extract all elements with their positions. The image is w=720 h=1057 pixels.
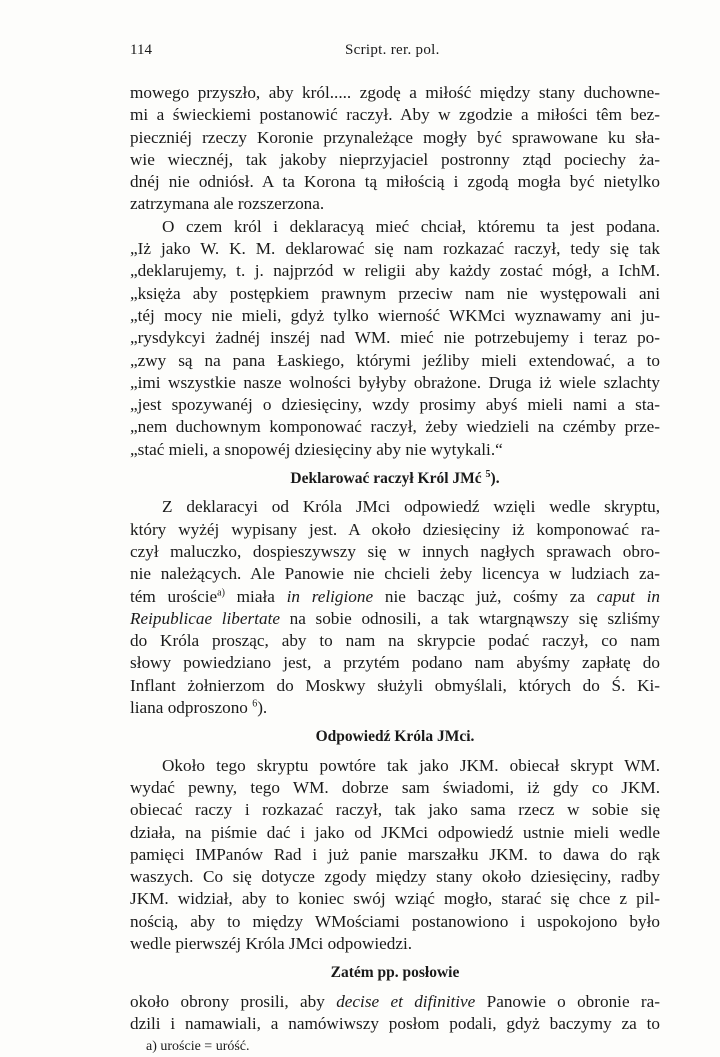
text-line: Z deklaracyi od Króla JMci odpowiedź wzięli wedle skryptu, bbox=[162, 497, 660, 517]
paragraph-block-4 bbox=[130, 755, 660, 956]
text-line: pamięci IMPanów Rad i już panie marszałku JKM. to dawa do rąk bbox=[130, 844, 660, 864]
paragraph-block-3 bbox=[130, 630, 660, 697]
text-line: tém uroście$^{a)}$ miała in religione nie bacząc już, cośmy za caput in bbox=[130, 586, 660, 606]
text-line: słowy powiedziano jest, a przytém podano nam abyśmy zapłatę do bbox=[130, 653, 660, 673]
text-line: zatrzymana ale rozszerzona. bbox=[130, 194, 325, 214]
text-line: „zwy są na pana Łaskiego, którymi jeźliby mieli extendować, a to bbox=[130, 350, 660, 370]
text-line: obiecać raczy i rozkazać raczył, tak jako sama rzecz w sobie się bbox=[130, 800, 660, 820]
paragraph-block-2 bbox=[130, 496, 660, 585]
text-line: wydać pewny, tego WM. dobrze sam świadomi, iż gdy co JKM. bbox=[130, 777, 660, 797]
text-line: mowego przyszło, aby król..... zgodę a miłość między stany duchowne- bbox=[130, 83, 660, 102]
text-line: JKM. widział, aby to koniec swój wziąć mogło, starać się chce z pil- bbox=[130, 889, 660, 909]
text-line: „Iż jako W. K. M. deklarować się nam rozkazać raczył, tedy się tak bbox=[130, 239, 660, 259]
text-line: „téj mocy nie mieli, gdyż tylko wierność WKMci wyznawamy ani ju- bbox=[130, 305, 660, 325]
text-line: „rysdykcyi żadnéj inszéj nad WM. mieć nie potrzebujemy i teraz po- bbox=[130, 328, 660, 348]
text-line: nie należących. Ale Panowie nie chcieli żeby licencya w ludziach za- bbox=[130, 564, 660, 584]
text-line: wie wiecznéj, tak jakoby nieprzyjaciel postronny ztąd pociechy ża- bbox=[130, 149, 660, 169]
section-heading-3: Zatém pp. posłowie bbox=[330, 964, 460, 982]
section-heading-1: Deklarować raczył Król JMć $^5$). bbox=[290, 468, 500, 488]
text-line: działa, na piśmie dać i jako od JKMci odpowiedź ustnie mieli wedle bbox=[130, 822, 660, 842]
page-number: 114 bbox=[130, 42, 152, 58]
text-line: „imi wszystkie nasze wolności byłyby obrażone. Druga iż wiele szlachty bbox=[130, 372, 660, 392]
text-line: Reipublicae libertate na sobie odnosili, a tak wtargnąwszy się szliśmy bbox=[130, 608, 661, 628]
text-line: do Króla prosząc, aby to nam na skrypcie podać raczył, co nam bbox=[130, 631, 660, 651]
page-header bbox=[130, 42, 660, 64]
text-line: „deklarujemy, t. j. najprzód w religii aby każdy zostać mógł, a IchM. bbox=[130, 261, 660, 281]
footnote: a) uroście = uróść. bbox=[146, 1039, 250, 1055]
text-line: dzili i namawiali, a namówiwszy posłom podali, gdyż baczymy za to bbox=[130, 1013, 660, 1033]
text-line: wedle pierwszéj Króla JMci odpowiedzi. bbox=[130, 933, 413, 953]
text-line: pieczniéj rzeczy Koronie przynależące mogły być sprawowane ku sła- bbox=[130, 127, 660, 147]
text-line: „księża aby postępkiem prawnym przeciw nam nie występowali ani bbox=[130, 283, 660, 303]
text-line: „nem duchownym komponować raczył, żeby wiedzieli na czémby prze- bbox=[130, 417, 660, 437]
running-title: Script. rer. pol. bbox=[345, 42, 440, 58]
text-line: czył maluczko, dospieszywszy się w innych nagłych sprawach obro- bbox=[130, 541, 660, 561]
section-heading-2: Odpowiedź Króla JMci. bbox=[315, 728, 475, 746]
text-line: mi a świeckiemi postanowić raczył. Aby w zgodzie a miłości têm bez- bbox=[130, 105, 660, 125]
text-line: około obrony prosili, aby decise et difinitive Panowie o obronie ra- bbox=[130, 991, 660, 1011]
text-line: Inflant żołnierzom do Moskwy służyli obmyślali, których do Ś. Ki- bbox=[130, 675, 660, 695]
footnote-ref: 5 bbox=[485, 468, 491, 480]
text-line: dnéj nie odniósł. A ta Korona tą miłością i zgodą mogła być nietylko bbox=[130, 172, 660, 192]
text-line: liana odproszono $^6$). bbox=[130, 698, 268, 718]
text-line: waszych. Co się dotycze zgody między stany około dziesięciny, radby bbox=[130, 867, 660, 887]
text-line: który wyżéj wypisany jest. A około dziesięciny iż komponować ra- bbox=[130, 519, 660, 539]
body-text bbox=[130, 82, 660, 1057]
text-line: „stać mieli, a snopowéj dziesięciny aby nie wytykali.“ bbox=[130, 439, 503, 459]
text-line: Około tego skryptu powtóre tak jako JKM. obiecał skrypt WM. bbox=[162, 755, 660, 775]
text-line: nością, aby to między WMościami postanowiono i uspokojono było bbox=[130, 911, 660, 931]
text-line: „jest spozywanéj o dziesięciny, wzdy prosimy abyś mieli nami a sta- bbox=[130, 395, 660, 415]
text-line: O czem król i deklaracyą mieć chciał, któremu ta jest podana. bbox=[162, 216, 660, 236]
paragraph-block-1 bbox=[130, 82, 660, 461]
